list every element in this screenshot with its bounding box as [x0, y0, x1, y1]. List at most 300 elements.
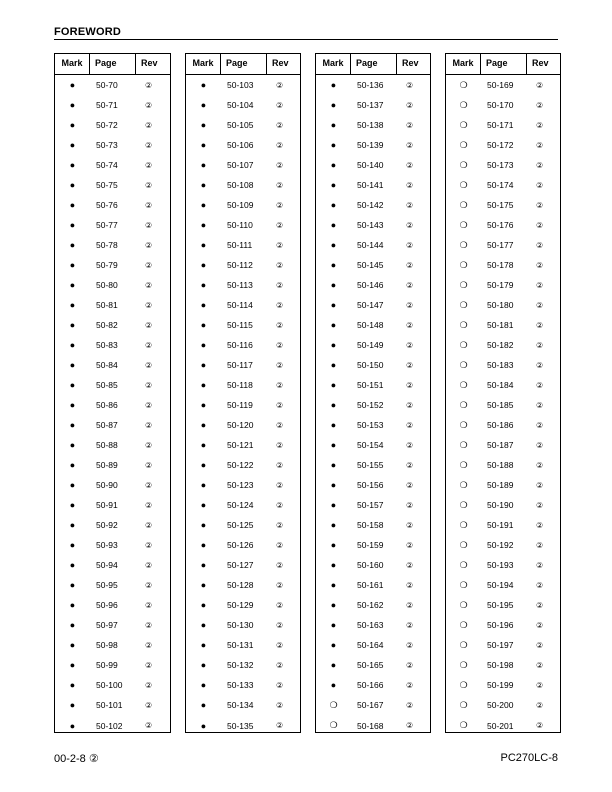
- table-row: [186, 375, 300, 395]
- page-cell: 50-108: [227, 180, 254, 191]
- rev-cell: ②: [406, 300, 414, 310]
- page-cell: 50-76: [96, 200, 118, 211]
- rev-cell: ②: [276, 180, 284, 190]
- mark-cell: ●: [330, 240, 337, 251]
- table-row: [316, 355, 430, 375]
- rev-cell: ②: [276, 320, 284, 330]
- page-cell: 50-105: [227, 120, 254, 131]
- rev-cell: ②: [276, 721, 284, 730]
- table-row: [316, 675, 430, 695]
- mark-cell: ●: [200, 320, 207, 331]
- mark-cell: ●: [69, 100, 76, 111]
- rev-cell: ②: [145, 520, 153, 530]
- table-row: [446, 395, 560, 415]
- header-rule: [54, 39, 558, 40]
- table-row: [186, 655, 300, 675]
- rev-cell: ②: [536, 520, 544, 530]
- rev-cell: ②: [276, 500, 284, 510]
- mark-cell: ●: [69, 320, 76, 331]
- page-cell: 50-91: [96, 500, 118, 511]
- rev-cell: ②: [406, 120, 414, 130]
- page-cell: 50-168: [357, 720, 384, 731]
- rev-cell: ②: [276, 600, 284, 610]
- rev-cell: ②: [406, 180, 414, 190]
- page-cell: 50-74: [96, 160, 118, 171]
- rev-cell: ②: [536, 480, 544, 490]
- mark-cell: ❍: [459, 259, 468, 270]
- column-header-rev: Rev: [272, 58, 289, 68]
- page-cell: 50-117: [227, 360, 253, 371]
- table-row: [446, 455, 560, 475]
- mark-cell: ●: [69, 240, 76, 251]
- rev-cell: ②: [536, 660, 544, 670]
- rev-cell: ②: [145, 100, 153, 110]
- mark-cell: ❍: [459, 559, 468, 570]
- rev-cell: ②: [145, 80, 153, 90]
- page-cell: 50-135: [227, 720, 254, 731]
- mark-cell: ●: [200, 280, 207, 291]
- mark-cell: ❍: [459, 79, 468, 90]
- mark-cell: ❍: [459, 720, 468, 730]
- table-row: [446, 295, 560, 315]
- column-header-page: Page: [90, 54, 136, 74]
- table-row: [316, 175, 430, 195]
- rev-cell: ②: [145, 220, 153, 230]
- rev-cell: ②: [536, 320, 544, 330]
- column-header-mark: Mark: [55, 54, 90, 74]
- page-cell: 50-83: [96, 340, 118, 351]
- table-row: [55, 375, 170, 395]
- rev-cell: ②: [276, 260, 284, 270]
- table-row: [55, 75, 170, 95]
- page-cell: 50-192: [487, 540, 514, 551]
- mark-cell: ●: [330, 160, 337, 171]
- footer-model: PC270LC-8: [500, 752, 558, 764]
- rev-cell: ②: [536, 600, 544, 610]
- column-header-page: Page: [221, 54, 267, 74]
- table-row: [316, 75, 430, 95]
- rev-cell: ②: [145, 240, 153, 250]
- rev-cell: ②: [145, 120, 153, 130]
- page-cell: 50-98: [96, 640, 118, 651]
- table-row: [446, 695, 560, 715]
- page-cell: 50-177: [487, 240, 514, 251]
- mark-cell: ●: [69, 540, 76, 551]
- page-cell: 50-175: [487, 200, 514, 211]
- page-cell: 50-97: [96, 620, 118, 631]
- mark-cell: ●: [200, 220, 207, 231]
- page-cell: 50-151: [357, 380, 384, 391]
- page-cell: 50-149: [357, 340, 384, 351]
- page-cell: 50-146: [357, 280, 384, 291]
- page-cell: 50-113: [227, 280, 253, 291]
- table-row: [446, 535, 560, 555]
- table-row: [316, 155, 430, 175]
- rev-cell: ②: [276, 100, 284, 110]
- column-header-page: Page: [481, 54, 527, 74]
- page-cell: 50-148: [357, 320, 384, 331]
- mark-cell: ●: [69, 720, 76, 731]
- page-cell: 50-164: [357, 640, 384, 651]
- table-row: [316, 435, 430, 455]
- rev-cell: ②: [276, 700, 284, 710]
- page-cell: 50-120: [227, 420, 254, 431]
- table-row: [446, 175, 560, 195]
- rev-cell: ②: [145, 360, 153, 370]
- page-cell: 50-137: [357, 100, 384, 111]
- page-cell: 50-166: [357, 680, 384, 691]
- table-row: [316, 395, 430, 415]
- mark-cell: ●: [69, 360, 76, 371]
- page-cell: 50-169: [487, 80, 514, 90]
- table-row: [55, 295, 170, 315]
- mark-cell: ●: [330, 560, 337, 571]
- mark-cell: ●: [69, 500, 76, 511]
- page-cell: 50-172: [487, 140, 514, 151]
- mark-cell: ●: [330, 500, 337, 511]
- rev-cell: ②: [406, 220, 414, 230]
- column-header-rev: Rev: [141, 58, 158, 68]
- rev-cell: ②: [276, 80, 284, 90]
- rev-cell: ②: [536, 140, 544, 150]
- table-row: [55, 655, 170, 675]
- rev-cell: ②: [145, 600, 153, 610]
- rev-cell: ②: [145, 460, 153, 470]
- rev-cell: ②: [145, 420, 153, 430]
- page-cell: 50-103: [227, 80, 254, 90]
- mark-cell: ●: [330, 360, 337, 371]
- page-cell: 50-72: [96, 120, 118, 131]
- table-row: [55, 95, 170, 115]
- mark-cell: ●: [200, 520, 207, 531]
- mark-cell: ●: [330, 80, 337, 90]
- column-header-mark: Mark: [316, 54, 351, 74]
- table-row: [55, 335, 170, 355]
- rev-cell: ②: [145, 480, 153, 490]
- page-title: FOREWORD: [54, 26, 121, 38]
- mark-cell: ●: [200, 260, 207, 271]
- rev-cell: ②: [406, 380, 414, 390]
- page-cell: 50-201: [487, 720, 514, 731]
- table-row: [186, 695, 300, 715]
- rev-cell: ②: [536, 620, 544, 630]
- table-row: [55, 215, 170, 235]
- rev-cell: ②: [406, 140, 414, 150]
- mark-cell: ❍: [459, 379, 468, 390]
- rev-cell: ②: [276, 460, 284, 470]
- mark-cell: ❍: [459, 99, 468, 110]
- mark-cell: ●: [69, 300, 76, 311]
- page-cell: 50-128: [227, 580, 254, 591]
- mark-cell: ●: [200, 360, 207, 371]
- page-cell: 50-104: [227, 100, 254, 111]
- rev-cell: ②: [406, 360, 414, 370]
- rev-cell: ②: [406, 700, 414, 710]
- mark-cell: ●: [200, 120, 207, 131]
- rev-cell: ②: [536, 500, 544, 510]
- page-cell: 50-174: [487, 180, 514, 191]
- mark-cell: ❍: [459, 579, 468, 590]
- page-cell: 50-138: [357, 120, 384, 131]
- page-cell: 50-84: [96, 360, 118, 371]
- table-row: [186, 295, 300, 315]
- page-cell: 50-142: [357, 200, 384, 211]
- page-cell: 50-102: [96, 720, 123, 731]
- page-cell: 50-78: [96, 240, 118, 251]
- page-cell: 50-127: [227, 560, 254, 571]
- table-row: [446, 335, 560, 355]
- table-row: [55, 195, 170, 215]
- mark-cell: ●: [69, 380, 76, 391]
- rev-cell: ②: [145, 540, 153, 550]
- page-cell: 50-158: [357, 520, 384, 531]
- mark-cell: ❍: [459, 599, 468, 610]
- table-row: [446, 115, 560, 135]
- mark-cell: ❍: [459, 239, 468, 250]
- table-row: [186, 135, 300, 155]
- table-row: [186, 235, 300, 255]
- page-cell: 50-96: [96, 600, 118, 611]
- rev-cell: ②: [536, 160, 544, 170]
- table-row: [55, 255, 170, 275]
- page-cell: 50-188: [487, 460, 514, 471]
- mark-cell: ●: [69, 700, 76, 711]
- page-cell: 50-86: [96, 400, 118, 411]
- rev-cell: ②: [406, 480, 414, 490]
- table-row: [316, 135, 430, 155]
- page-cell: 50-182: [487, 340, 514, 351]
- page-cell: 50-152: [357, 400, 384, 411]
- rev-cell: ②: [406, 320, 414, 330]
- page-cell: 50-180: [487, 300, 514, 311]
- table-row: [316, 595, 430, 615]
- rev-cell: ②: [406, 460, 414, 470]
- page-cell: 50-85: [96, 380, 118, 391]
- page-cell: 50-95: [96, 580, 118, 591]
- rev-cell: ②: [276, 680, 284, 690]
- table-row: [186, 275, 300, 295]
- page-cell: 50-87: [96, 420, 118, 431]
- rev-cell: ②: [276, 140, 284, 150]
- table-row: [316, 455, 430, 475]
- table-row: [55, 415, 170, 435]
- page-cell: 50-134: [227, 700, 254, 711]
- table-row: [55, 315, 170, 335]
- page-cell: 50-155: [357, 460, 384, 471]
- page-cell: 50-197: [487, 640, 514, 651]
- mark-cell: ●: [69, 120, 76, 131]
- column-header-page: Page: [351, 54, 397, 74]
- mark-cell: ●: [200, 80, 207, 90]
- table-row: [186, 175, 300, 195]
- rev-cell: ②: [406, 240, 414, 250]
- rev-cell: ②: [145, 660, 153, 670]
- mark-cell: ●: [69, 460, 76, 471]
- table-row: [446, 235, 560, 255]
- rev-cell: ②: [536, 120, 544, 130]
- table-row: [316, 315, 430, 335]
- mark-cell: ●: [69, 620, 76, 631]
- mark-cell: ❍: [459, 219, 468, 230]
- page-cell: 50-193: [487, 560, 514, 571]
- page-cell: 50-170: [487, 100, 514, 111]
- mark-cell: ●: [200, 400, 207, 411]
- rev-cell: ②: [406, 540, 414, 550]
- table-row: [186, 415, 300, 435]
- page-cell: 50-71: [96, 100, 118, 111]
- page-cell: 50-163: [357, 620, 384, 631]
- mark-cell: ●: [330, 180, 337, 191]
- rev-cell: ②: [406, 280, 414, 290]
- mark-cell: ❍: [459, 459, 468, 470]
- page-cell: 50-150: [357, 360, 384, 371]
- rev-cell: ②: [536, 640, 544, 650]
- rev-cell: ②: [406, 420, 414, 430]
- page-cell: 50-79: [96, 260, 118, 271]
- table-row: [55, 675, 170, 695]
- page-cell: 50-118: [227, 380, 253, 391]
- table-row: [316, 635, 430, 655]
- page-cell: 50-173: [487, 160, 514, 171]
- page-cell: 50-147: [357, 300, 384, 311]
- page-cell: 50-94: [96, 560, 118, 571]
- mark-cell: ●: [330, 540, 337, 551]
- mark-cell: ❍: [459, 479, 468, 490]
- mark-cell: ❍: [459, 659, 468, 670]
- page-cell: 50-93: [96, 540, 118, 551]
- page-cell: 50-200: [487, 700, 514, 711]
- page-cell: 50-121: [227, 440, 254, 451]
- page-cell: 50-159: [357, 540, 384, 551]
- rev-cell: ②: [406, 80, 414, 90]
- table-row: [55, 716, 170, 736]
- table-row: [446, 215, 560, 235]
- mark-cell: ❍: [459, 279, 468, 290]
- table-row: [446, 95, 560, 115]
- rev-cell: ②: [276, 660, 284, 670]
- table-row: [446, 495, 560, 515]
- rev-cell: ②: [276, 120, 284, 130]
- table-row: [55, 695, 170, 715]
- table-row: [55, 155, 170, 175]
- page-cell: 50-80: [96, 280, 118, 291]
- rev-cell: ②: [276, 340, 284, 350]
- rev-cell: ②: [145, 180, 153, 190]
- table-row: [316, 535, 430, 555]
- rev-cell: ②: [536, 680, 544, 690]
- mark-cell: ●: [69, 580, 76, 591]
- rev-cell: ②: [406, 160, 414, 170]
- page-cell: 50-107: [227, 160, 254, 171]
- mark-cell: ●: [330, 620, 337, 631]
- rev-cell: ②: [145, 400, 153, 410]
- mark-cell: ●: [69, 600, 76, 611]
- rev-cell: ②: [276, 160, 284, 170]
- table-row: [316, 255, 430, 275]
- page-cell: 50-176: [487, 220, 514, 231]
- mark-cell: ●: [330, 300, 337, 311]
- mark-cell: ●: [69, 400, 76, 411]
- table-row: [316, 115, 430, 135]
- mark-cell: ●: [200, 100, 207, 111]
- table-row: [186, 716, 300, 736]
- table-row: [316, 415, 430, 435]
- table-row: [316, 615, 430, 635]
- mark-cell: ❍: [459, 139, 468, 150]
- page-cell: 50-179: [487, 280, 514, 291]
- mark-cell: ❍: [459, 159, 468, 170]
- page-cell: 50-157: [357, 500, 384, 511]
- page-cell: 50-178: [487, 260, 514, 271]
- rev-cell: ②: [406, 200, 414, 210]
- table-row: [446, 615, 560, 635]
- mark-cell: ●: [69, 640, 76, 651]
- rev-cell: ②: [406, 640, 414, 650]
- mark-cell: ●: [69, 280, 76, 291]
- table-header: [446, 54, 560, 75]
- table-row: [55, 595, 170, 615]
- table-row: [55, 355, 170, 375]
- page-cell: 50-119: [227, 400, 253, 411]
- mark-cell: ●: [200, 580, 207, 591]
- rev-cell: ②: [536, 100, 544, 110]
- table-row: [55, 135, 170, 155]
- table-row: [186, 195, 300, 215]
- rev-cell: ②: [406, 520, 414, 530]
- table-row: [316, 655, 430, 675]
- revision-table-1: [54, 53, 171, 733]
- page-cell: 50-161: [357, 580, 384, 591]
- rev-cell: ②: [276, 200, 284, 210]
- rev-cell: ②: [145, 680, 153, 690]
- table-row: [186, 115, 300, 135]
- table-row: [55, 235, 170, 255]
- rev-cell: ②: [145, 700, 153, 710]
- mark-cell: ❍: [459, 639, 468, 650]
- page-cell: 50-160: [357, 560, 384, 571]
- rev-cell: ②: [406, 560, 414, 570]
- mark-cell: ❍: [459, 699, 468, 710]
- mark-cell: ●: [330, 580, 337, 591]
- mark-cell: ❍: [459, 299, 468, 310]
- mark-cell: ●: [330, 100, 337, 111]
- table-row: [446, 716, 560, 736]
- table-row: [446, 555, 560, 575]
- rev-cell: ②: [406, 660, 414, 670]
- mark-cell: ●: [69, 160, 76, 171]
- table-row: [55, 575, 170, 595]
- mark-cell: ●: [330, 480, 337, 491]
- rev-cell: ②: [406, 580, 414, 590]
- rev-cell: ②: [276, 640, 284, 650]
- mark-cell: ●: [69, 480, 76, 491]
- rev-cell: ②: [276, 240, 284, 250]
- page-cell: 50-143: [357, 220, 384, 231]
- table-row: [446, 155, 560, 175]
- rev-cell: ②: [406, 100, 414, 110]
- rev-cell: ②: [536, 580, 544, 590]
- mark-cell: ●: [200, 660, 207, 671]
- mark-cell: ❍: [459, 359, 468, 370]
- page-cell: 50-89: [96, 460, 118, 471]
- page-cell: 50-162: [357, 600, 384, 611]
- mark-cell: ●: [200, 500, 207, 511]
- rev-cell: ②: [536, 340, 544, 350]
- rev-cell: ②: [145, 340, 153, 350]
- mark-cell: ●: [330, 640, 337, 651]
- table-row: [186, 455, 300, 475]
- mark-cell: ●: [200, 340, 207, 351]
